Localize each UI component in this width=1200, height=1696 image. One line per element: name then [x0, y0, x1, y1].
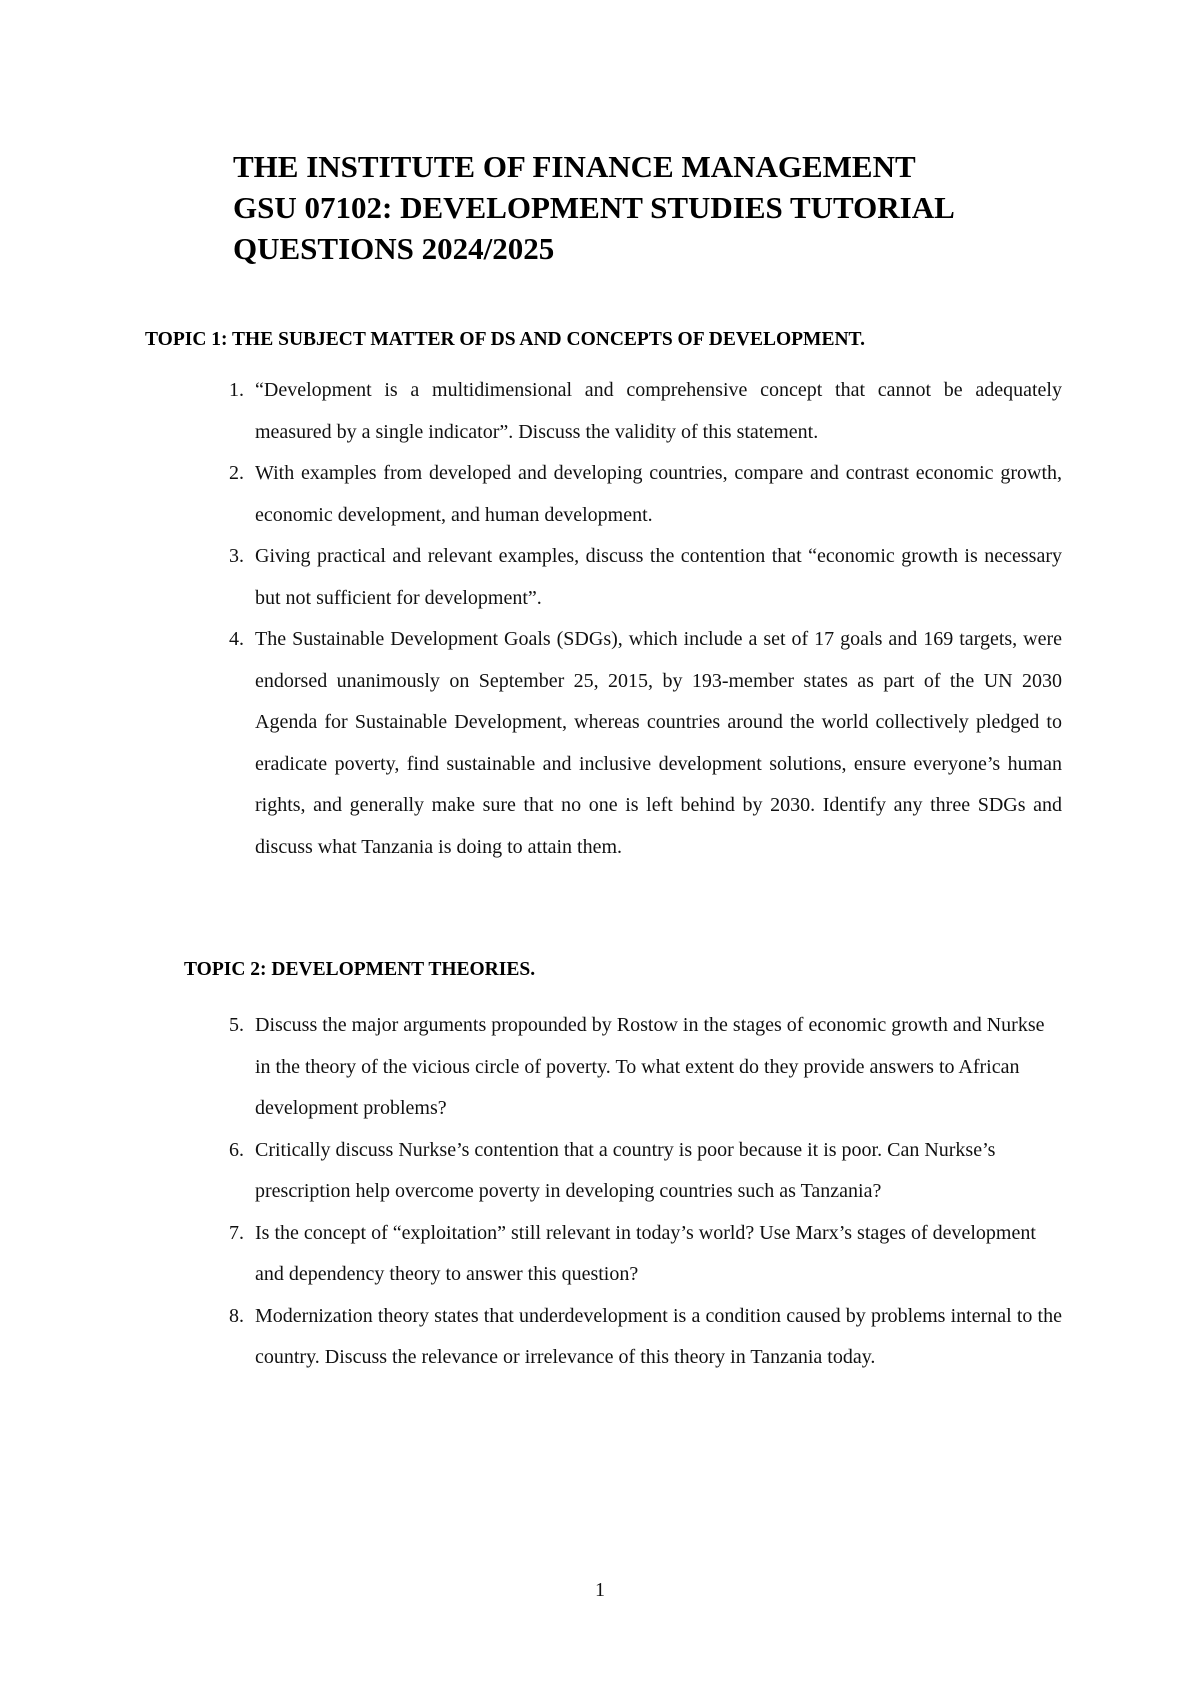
question-text: “Development is a multidimensional and comprehensive concept that cannot be adequately measured by a single indicator”. Discuss the validity of this statement.	[255, 379, 1062, 443]
question-number: 5.	[229, 1014, 244, 1036]
question-text: The Sustainable Development Goals (SDGs), which include a set of 17 goals and 169 targets, were endorsed unanimously on September 25, 2015, by 193-member states as part of the UN 2030 Agenda for Sustainable Development, whereas countries around the world collectively pledged to eradicate poverty, find sustainable and inclusive development solutions, ensure everyone’s human rights, and generally make sure that no one is left behind by 2030. Identify any three SDGs and discuss what Tanzania is doing to attain them.	[255, 628, 1062, 858]
question-item	[212, 536, 1062, 619]
topic-1-question-list	[212, 370, 1062, 868]
title-line-institution: THE INSTITUTE OF FINANCE MANAGEMENT	[233, 149, 916, 184]
question-text: Critically discuss Nurkse’s contention that a country is poor because it is poor. Can Nurkse’s prescription help overcome poverty in developing countries such as Tanzania?	[255, 1138, 996, 1202]
question-number: 1.	[229, 379, 244, 401]
question-text: Giving practical and relevant examples, discuss the contention that “economic growth is necessary but not sufficient for development”.	[255, 545, 1062, 609]
topic-2-heading: TOPIC 2: DEVELOPMENT THEORIES.	[184, 959, 536, 980]
topic-1-heading: TOPIC 1: THE SUBJECT MATTER OF DS AND CONCEPTS OF DEVELOPMENT.	[145, 329, 865, 350]
question-item	[212, 1213, 1062, 1296]
question-text: Is the concept of “exploitation” still relevant in today’s world? Use Marx’s stages of development and dependency theory to answer this question?	[255, 1221, 1036, 1285]
question-number: 8.	[229, 1304, 244, 1327]
question-item	[212, 619, 1062, 868]
question-item	[212, 1130, 1062, 1213]
question-item	[212, 1005, 1062, 1130]
topic-2-question-list	[212, 1005, 1062, 1379]
page-number: 1	[595, 1579, 605, 1601]
question-item	[212, 370, 1062, 453]
question-number: 3.	[229, 545, 244, 567]
question-item	[212, 1296, 1062, 1379]
title-line-year: QUESTIONS 2024/2025	[233, 231, 555, 266]
title-line-course: GSU 07102: DEVELOPMENT STUDIES TUTORIAL	[233, 190, 955, 225]
document-title	[233, 146, 1033, 269]
question-text: Modernization theory states that underdevelopment is a condition caused by problems internal to the country. Discuss the relevance or irrelevance of this theory in Tanzania today.	[255, 1304, 1062, 1368]
question-text: With examples from developed and developing countries, compare and contrast economic growth, economic development, and human development.	[255, 462, 1062, 526]
question-number: 7.	[229, 1221, 244, 1244]
question-number: 4.	[229, 628, 244, 650]
question-item	[212, 453, 1062, 536]
question-text: Discuss the major arguments propounded by Rostow in the stages of economic growth and Nurkse in the theory of the vicious circle of poverty. To what extent do they provide answers to African development problems?	[255, 1014, 1045, 1119]
question-number: 2.	[229, 462, 244, 484]
question-number: 6.	[229, 1138, 244, 1161]
